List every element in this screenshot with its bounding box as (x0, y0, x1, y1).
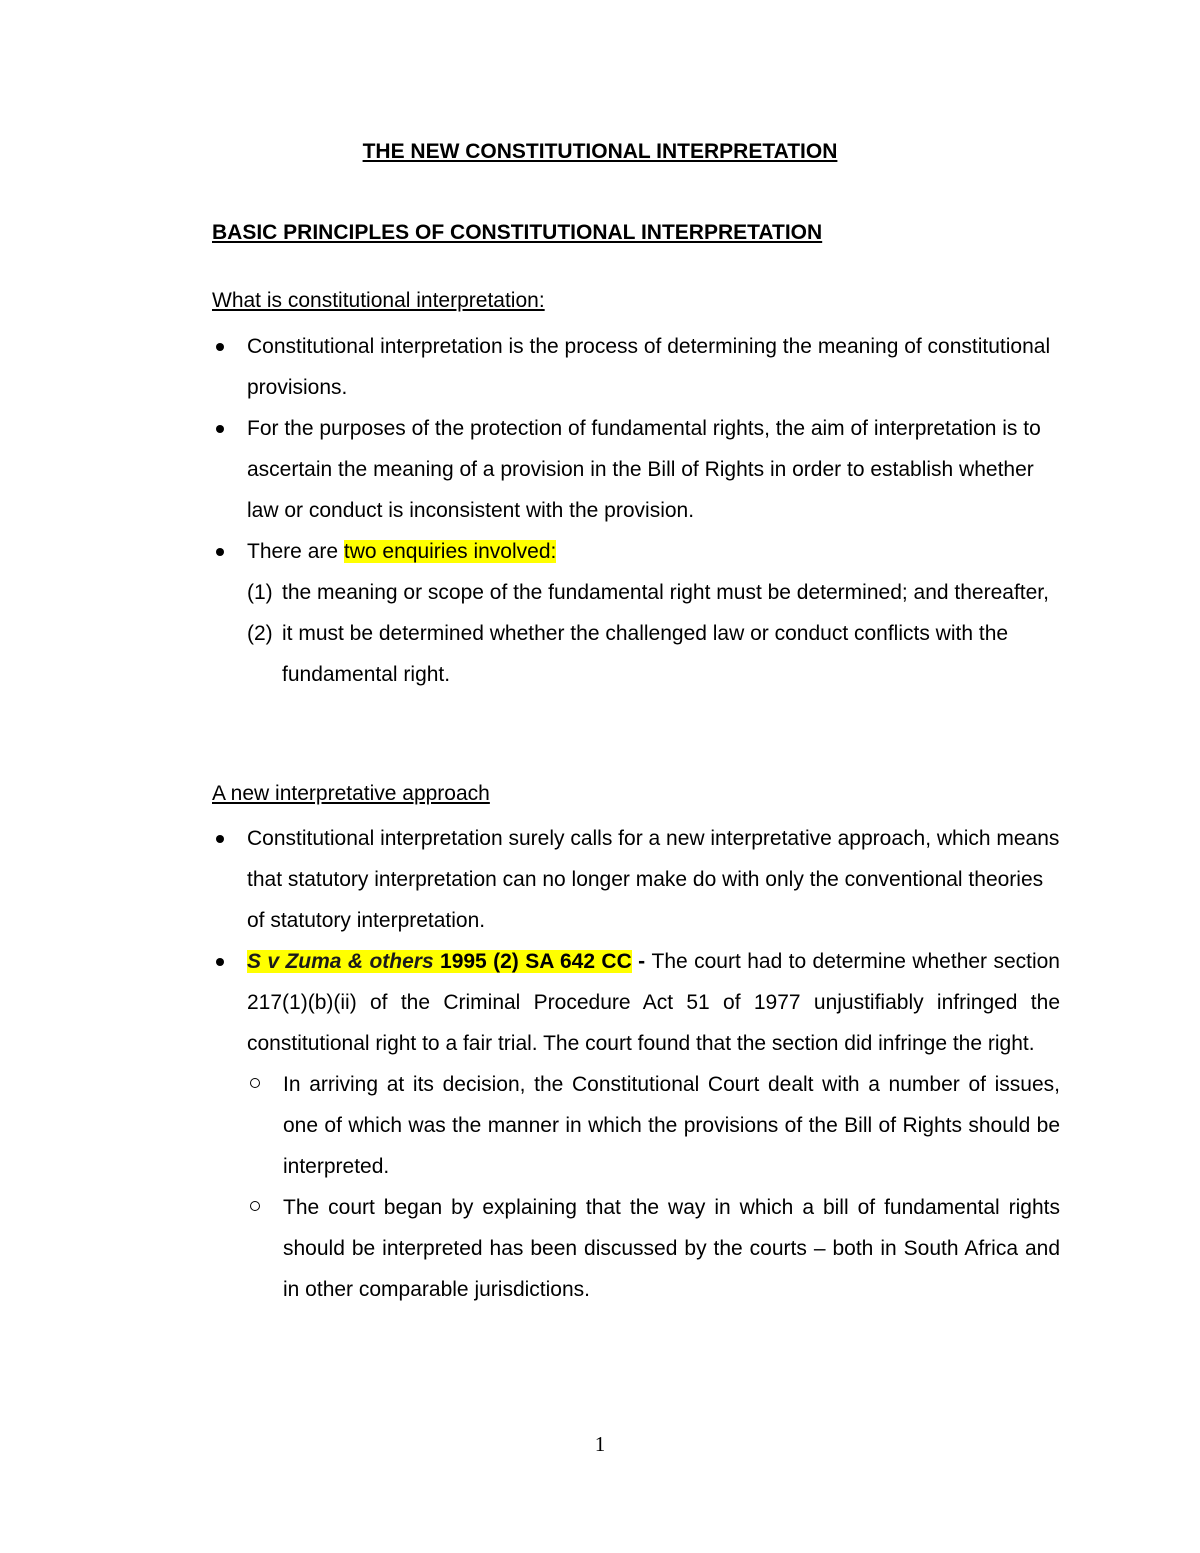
enquiry-item (247, 572, 1060, 613)
case-citation: 1995 (2) SA 642 CC (433, 950, 632, 973)
sub-point-list (212, 1064, 1060, 1310)
list-item-case (212, 941, 1060, 1310)
list-item (212, 408, 1060, 531)
enquiry-marker: (2) (247, 622, 273, 645)
enquiry-text: it must be determined whether the challenged law or conduct conflicts with the fundamental right. (282, 622, 1009, 686)
enquiry-list (247, 572, 1060, 695)
bullet-icon (216, 425, 224, 433)
case-name: S v Zuma & others (247, 950, 434, 973)
bullet-text: Constitutional interpretation is the process of determining the meaning of constitutional provisions. (247, 335, 1051, 399)
highlighted-text: two enquiries involved: (343, 540, 557, 563)
bullet-icon (216, 958, 224, 966)
bullet-text-prefix: There are (247, 540, 344, 563)
sub-point-item (212, 1187, 1060, 1310)
bullet-list-new-approach (212, 818, 1060, 1310)
bullet-icon (216, 835, 224, 843)
bullet-icon (216, 548, 224, 556)
sub-point-text: In arriving at its decision, the Constitutional Court dealt with a number of issues, one of which was the manner in which the provisions of the Bill of Rights should be interpreted. (283, 1073, 1060, 1178)
bullet-list-what-is (212, 326, 1060, 695)
enquiry-marker: (1) (247, 581, 273, 604)
sub-point-text: The court began by explaining that the way in which a bill of fundamental rights should be interpreted has been discussed by the courts – both in South Africa and in other comparable jurisdictions. (283, 1196, 1060, 1301)
section-heading: BASIC PRINCIPLES OF CONSTITUTIONAL INTERPRETATION (212, 221, 823, 244)
document-title: THE NEW CONSTITUTIONAL INTERPRETATION (362, 140, 838, 163)
enquiry-item (247, 613, 1060, 695)
circle-bullet-icon (250, 1078, 260, 1088)
page-number: 1 (594, 1432, 606, 1456)
case-dash: - (631, 950, 652, 973)
enquiry-text: the meaning or scope of the fundamental right must be determined; and thereafter, (282, 581, 1049, 604)
bullet-icon (216, 343, 224, 351)
bullet-text: Constitutional interpretation surely calls for a new interpretative approach, which means that statutory interpretation can no longer make do with only the conventional theories of statutory interpretation. (247, 827, 1060, 932)
subheading-what-is: What is constitutional interpretation: (212, 289, 545, 312)
case-description: The court had to determine whether section 217(1)(b)(ii) of the Criminal Procedure Act 51 of 1977 unjustifiably infringed the constitutional right to a fair trial. The court found that the section did infringe the right. (247, 950, 1060, 1055)
circle-bullet-icon (250, 1201, 260, 1211)
list-item (212, 531, 1060, 695)
bullet-text: For the purposes of the protection of fundamental rights, the aim of interpretation is to ascertain the meaning of a provision in the Bill of Rights in order to establish whether law or conduct is inconsistent with the provision. (247, 417, 1041, 522)
sub-point-item (212, 1064, 1060, 1187)
subheading-new-approach: A new interpretative approach (212, 782, 490, 805)
list-item (212, 818, 1060, 941)
list-item (212, 326, 1060, 408)
